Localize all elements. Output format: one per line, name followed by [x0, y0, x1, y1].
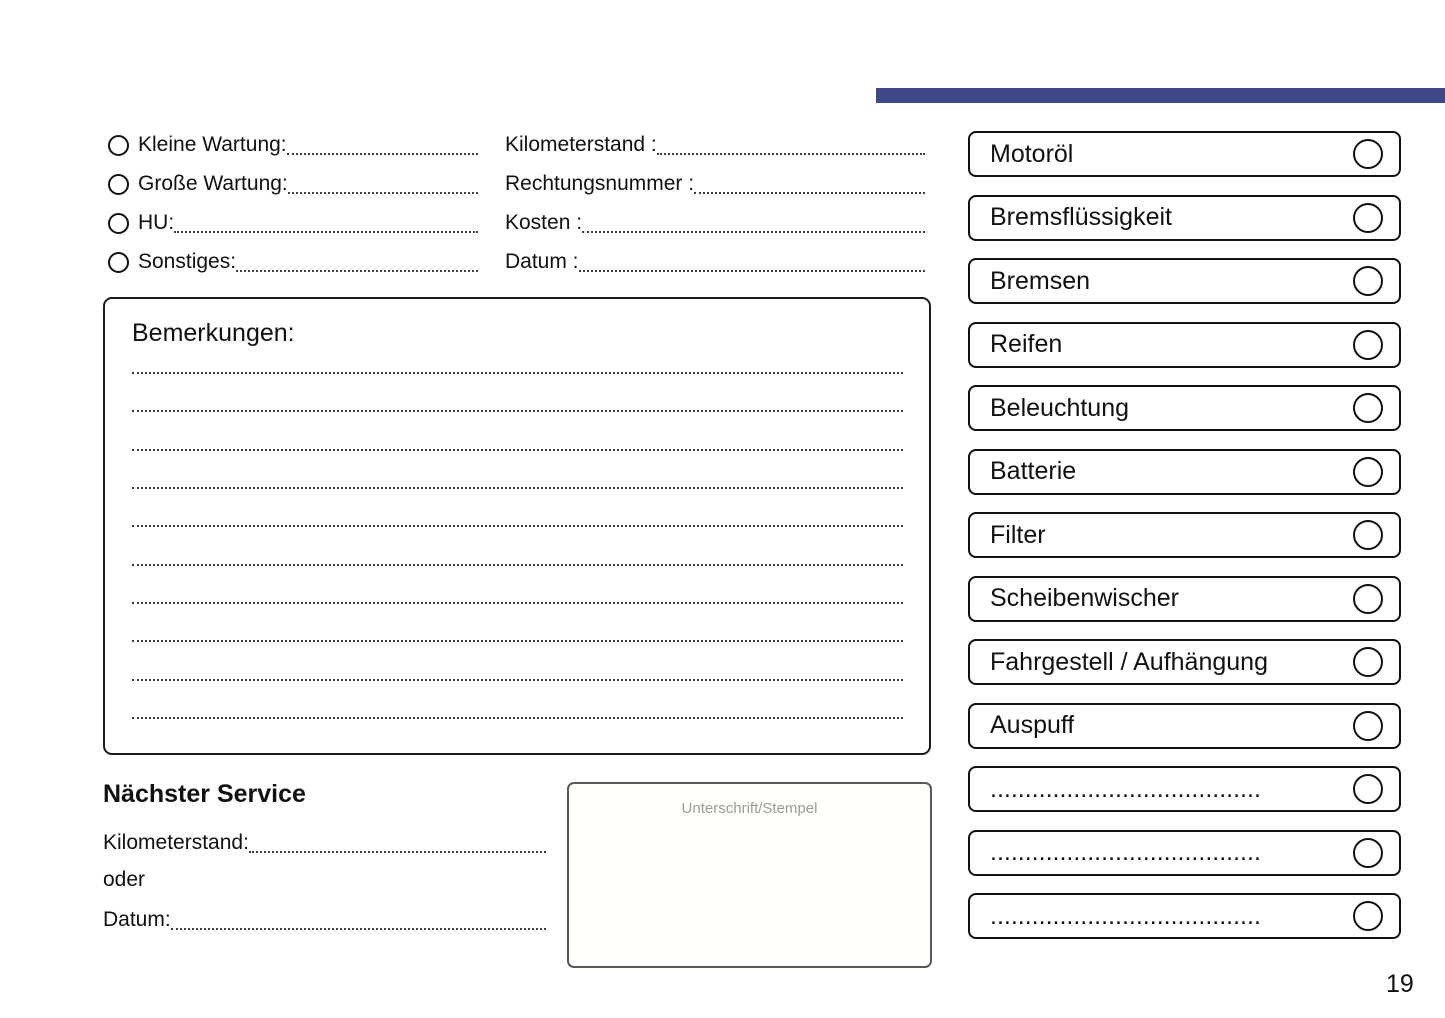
next-service-datum-label: Datum:: [103, 908, 171, 931]
remarks-line: [132, 679, 903, 681]
hu-fill-line: [174, 231, 478, 233]
remarks-box: [103, 297, 931, 755]
check-circle[interactable]: [1353, 139, 1383, 169]
checklist-item-auspuff: [968, 703, 1401, 749]
check-circle[interactable]: [1353, 330, 1383, 360]
check-circle[interactable]: [1353, 901, 1383, 931]
field-row-kilometerstand: [505, 130, 925, 160]
next-service-datum-fill-line: [171, 928, 546, 930]
field-label: Datum :: [505, 250, 579, 273]
next-service-kilometerstand-row: [103, 828, 546, 858]
check-circle[interactable]: [1353, 266, 1383, 296]
remarks-line: [132, 564, 903, 566]
remarks-line: [132, 487, 903, 489]
service-type-row-kleine-wartung: [108, 130, 478, 160]
signature-stamp-label: Unterschrift/Stempel: [681, 800, 818, 817]
accent-bar: [876, 88, 1445, 103]
check-circle[interactable]: [1353, 711, 1383, 741]
check-circle[interactable]: [1353, 647, 1383, 677]
page-number: 19: [1386, 970, 1414, 998]
next-service-or-label: oder: [103, 868, 146, 891]
next-service-kilometerstand-label: Kilometerstand:: [103, 831, 249, 854]
next-service-title: Nächster Service: [103, 780, 306, 808]
kilometerstand-fill-line: [657, 153, 925, 155]
sonstiges-fill-line: [236, 270, 478, 272]
check-circle[interactable]: [1353, 457, 1383, 487]
checklist-item-label: Scheibenwischer: [990, 584, 1179, 612]
checklist-item-bremsen: [968, 258, 1401, 304]
checklist-item-beleuchtung: [968, 385, 1401, 431]
checklist-item-label: .......................................: [990, 774, 1261, 803]
checklist-item-label: Beleuchtung: [990, 393, 1130, 422]
remarks-line: [132, 372, 903, 374]
signature-stamp-box: [567, 782, 932, 968]
checklist-item-batterie: [968, 449, 1401, 495]
service-type-label: Große Wartung:: [138, 172, 288, 195]
check-circle[interactable]: [1353, 774, 1383, 804]
checklist-item-fahrgestell-aufhaengung: [968, 639, 1401, 685]
checklist-item-blank-2: [968, 830, 1401, 876]
radio-hu[interactable]: [108, 213, 129, 234]
checklist-item-label: Auspuff: [990, 711, 1075, 739]
checklist-item-bremsfluessigkeit: [968, 195, 1401, 241]
checklist-item-label: Bremsflüssigkeit: [990, 203, 1172, 231]
field-label: Kosten :: [505, 211, 583, 234]
remarks-line: [132, 410, 903, 412]
checklist-item-label: Bremsen: [990, 266, 1091, 295]
datum-fill-line: [579, 270, 925, 272]
service-type-row-hu: [108, 208, 478, 238]
next-service-kilometerstand-fill-line: [249, 851, 546, 853]
checklist-item-motoroel: [968, 131, 1401, 177]
kleine-wartung-fill-line: [287, 153, 478, 155]
checklist-item-filter: [968, 512, 1401, 558]
checklist-item-scheibenwischer: [968, 576, 1401, 622]
check-circle[interactable]: [1353, 838, 1383, 868]
remarks-line: [132, 602, 903, 604]
checklist-item-label: .......................................: [990, 838, 1261, 866]
service-type-row-grosse-wartung: [108, 169, 478, 199]
checklist-item-blank-3: [968, 893, 1401, 939]
field-label: Rechtungsnummer :: [505, 172, 695, 195]
service-type-row-sonstiges: [108, 247, 478, 277]
field-row-datum: [505, 247, 925, 277]
remarks-line: [132, 640, 903, 642]
service-type-label: HU:: [138, 211, 175, 234]
next-service-datum-row: [103, 905, 546, 935]
field-row-kosten: [505, 208, 925, 238]
check-circle[interactable]: [1353, 520, 1383, 550]
radio-grosse-wartung[interactable]: [108, 174, 129, 195]
service-type-label: Sonstiges:: [138, 250, 237, 273]
checklist-item-reifen: [968, 322, 1401, 368]
radio-sonstiges[interactable]: [108, 252, 129, 273]
service-type-label: Kleine Wartung:: [138, 133, 287, 156]
grosse-wartung-fill-line: [288, 192, 478, 194]
checklist-item-label: Filter: [990, 520, 1046, 549]
inspection-checklist: [968, 131, 1401, 939]
field-label: Kilometerstand :: [505, 133, 657, 156]
checklist-item-label: Motoröl: [990, 139, 1074, 168]
checklist-item-label: Reifen: [990, 330, 1063, 358]
remarks-write-lines: [132, 372, 903, 719]
checklist-item-label: Fahrgestell / Aufhängung: [990, 647, 1268, 676]
kosten-fill-line: [582, 231, 925, 233]
checklist-item-blank-1: [968, 766, 1401, 812]
check-circle[interactable]: [1353, 584, 1383, 614]
remarks-line: [132, 449, 903, 451]
field-row-rechtungsnummer: [505, 169, 925, 199]
check-circle[interactable]: [1353, 203, 1383, 233]
check-circle[interactable]: [1353, 393, 1383, 423]
remarks-line: [132, 525, 903, 527]
radio-kleine-wartung[interactable]: [108, 135, 129, 156]
remarks-line: [132, 717, 903, 719]
checklist-item-label: .......................................: [990, 901, 1261, 930]
checklist-item-label: Batterie: [990, 457, 1077, 485]
rechtungsnummer-fill-line: [694, 192, 925, 194]
remarks-title: Bemerkungen:: [132, 319, 295, 347]
